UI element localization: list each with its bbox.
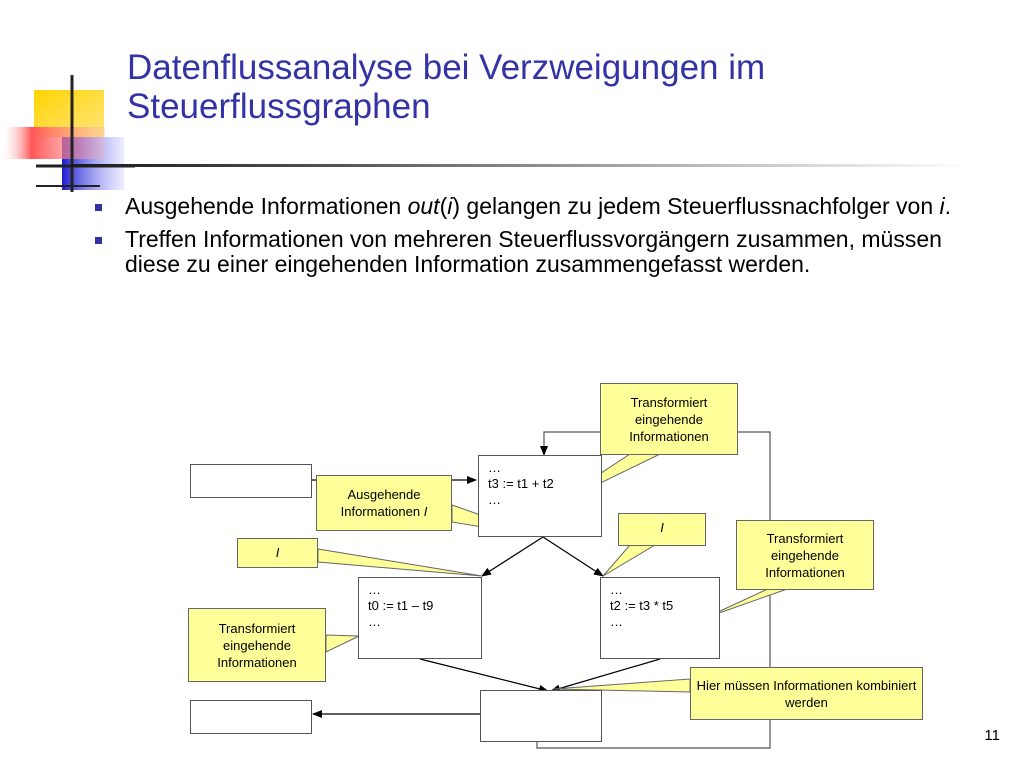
callout-i-right-text: I	[660, 520, 664, 535]
callout-transform-right	[736, 520, 874, 590]
callout-transform-right-text: Transformiert eingehende Informationen	[765, 530, 845, 580]
callout-kombiniert	[690, 667, 923, 720]
bullet-1-i-2: i	[939, 193, 945, 219]
callout-ausgehende-var: I	[423, 504, 428, 519]
right-node-line-1: …	[610, 582, 623, 597]
top-node-line-2: t3 := t1 + t2	[488, 476, 554, 491]
right-node-line-2: t2 := t3 * t5	[610, 598, 674, 613]
callout-kombiniert-text: Hier müssen Informationen kombiniert werden	[696, 677, 917, 710]
slide-title-line-2: Steuerflussgraphen	[127, 87, 431, 126]
left-node-line-3: …	[368, 614, 381, 629]
bullet-2-text: Treffen Informationen von mehreren Steuerflussvorgängern zusammen, müssen diese zu einer eingehenden Information zusammengefasst werden.	[125, 226, 942, 277]
callout-i-left	[237, 538, 318, 568]
top-node	[478, 455, 602, 537]
slide-title-line-1: Datenflussanalyse bei Verzweigungen im	[127, 48, 766, 87]
callout-transform-top-text: Transformiert eingehende Informationen	[629, 394, 709, 444]
exit-node	[190, 700, 312, 734]
callout-transform-left	[188, 608, 326, 682]
bullet-1-period: .	[944, 193, 952, 219]
bullet-1-paren-open: (	[439, 193, 448, 219]
left-node-line-1: …	[368, 582, 381, 597]
callout-ausgehende	[316, 475, 452, 531]
page-number: 11	[984, 727, 1000, 744]
bullet-1-text: Ausgehende Informationen	[125, 193, 408, 219]
bullet-1-out: out	[407, 193, 440, 219]
edge-top-to-left	[482, 537, 543, 576]
pointer-transform-left	[326, 635, 359, 652]
callout-ausgehende-text	[317, 486, 451, 520]
bullet-1-text-2: ) gelangen zu jedem Steuerflussnachfolger von	[452, 193, 940, 219]
left-node-line-2: t0 := t1 – t9	[368, 598, 434, 613]
callout-i-left-text: I	[275, 545, 280, 560]
callout-transform-top	[600, 383, 738, 455]
edge-left-to-bottom	[420, 659, 548, 691]
pointer-i-right	[603, 545, 655, 576]
right-node-line-3: …	[610, 614, 623, 629]
bottom-node	[480, 690, 602, 742]
top-node-line-3: …	[488, 492, 501, 507]
top-node-line-1: …	[488, 460, 501, 475]
right-node	[600, 577, 720, 659]
bullet-1-i: i	[447, 193, 453, 219]
pointer-i-left	[318, 549, 482, 576]
edge-top-to-right	[543, 537, 603, 576]
entry-node	[190, 464, 312, 498]
callout-i-right	[618, 513, 706, 546]
callout-transform-left-text: Transformiert eingehende Informationen	[217, 620, 297, 670]
callout-ausgehende-label: Ausgehende Informationen	[340, 487, 424, 519]
left-node	[358, 577, 482, 659]
